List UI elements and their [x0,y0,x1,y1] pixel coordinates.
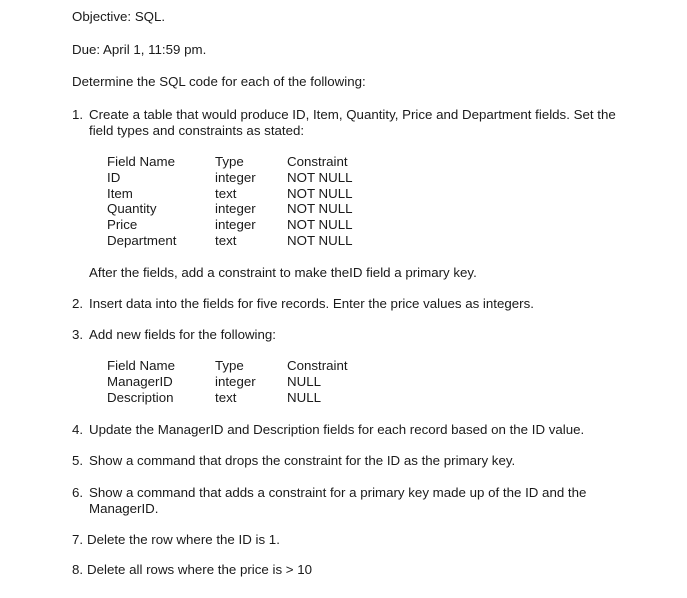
q5-text: Show a command that drops the constraint for the ID as the primary key. [89,453,516,468]
q1-header-constraint: Constraint [287,154,348,169]
q4-text: Update the ManagerID and Description fields for each record based on the ID value. [89,422,585,437]
q3-constraint-column [287,358,348,405]
q3-text: Add new fields for the following: [89,327,277,342]
q3-field-name: ManagerID [107,373,173,389]
q1-field-type: integer [215,217,256,233]
q1-header-type: Type [215,154,244,169]
q1-type-column [215,154,256,249]
q3-header-type: Type [215,358,244,373]
q3-field-constraint: NULL [287,373,321,389]
q1-field-name: Item [107,185,133,201]
q5-number: 5. [72,453,84,468]
instructions-intro: Determine the SQL code for each of the following: [72,74,366,89]
q1-field-type: text [215,232,237,248]
q6-text-line1: Show a command that adds a constraint for a primary key made up of the ID and the [89,485,587,500]
q3-type-column [215,358,256,405]
q6-number: 6. [72,485,84,500]
q1-text-line1: Create a table that would produce ID, Item, Quantity, Price and Department fields. Set the [89,107,616,122]
q7-number: 7. [72,532,84,547]
q1-field-name: ID [107,169,121,185]
q1-field-name: Price [107,217,138,233]
objective-line: Objective: SQL. [72,9,166,24]
q1-field-type: text [215,185,237,201]
q1-field-type: integer [215,169,256,185]
q8-text: Delete all rows where the price is > 10 [87,562,313,577]
q3-field-type: integer [215,373,256,389]
q1-field-name: Department [107,232,177,248]
q3-field-name: Description [107,389,174,405]
q8-number: 8. [72,562,84,577]
q1-header-field-name: Field Name [107,154,175,169]
q1-text-line2: field types and constraints as stated: [89,123,305,138]
q1-field-constraint: NOT NULL [287,217,353,233]
q1-field-constraint: NOT NULL [287,185,353,201]
q3-field-constraint: NULL [287,389,321,405]
q1-field-name-column [107,154,176,249]
q4-number: 4. [72,422,84,437]
q3-field-type: text [215,389,237,405]
q1-field-constraint: NOT NULL [287,169,353,185]
q3-number: 3. [72,327,84,342]
q1-number: 1. [72,107,84,122]
q1-field-constraint: NOT NULL [287,232,353,248]
q1-field-name: Quantity [107,201,157,217]
due-date-line: Due: April 1, 11:59 pm. [72,42,207,57]
q3-header-field-name: Field Name [107,358,175,373]
q2-number: 2. [72,296,84,311]
q6-text-line2: ManagerID. [89,501,159,516]
q1-after-fields-note: After the fields, add a constraint to make theID field a primary key. [89,265,477,280]
q3-header-constraint: Constraint [287,358,348,373]
q7-text: Delete the row where the ID is 1. [87,532,280,547]
q1-constraint-column [287,154,353,249]
q1-field-type: integer [215,201,256,217]
q3-field-name-column [107,358,175,405]
q1-field-constraint: NOT NULL [287,201,353,217]
q2-text: Insert data into the fields for five records. Enter the price values as integers. [89,296,534,311]
